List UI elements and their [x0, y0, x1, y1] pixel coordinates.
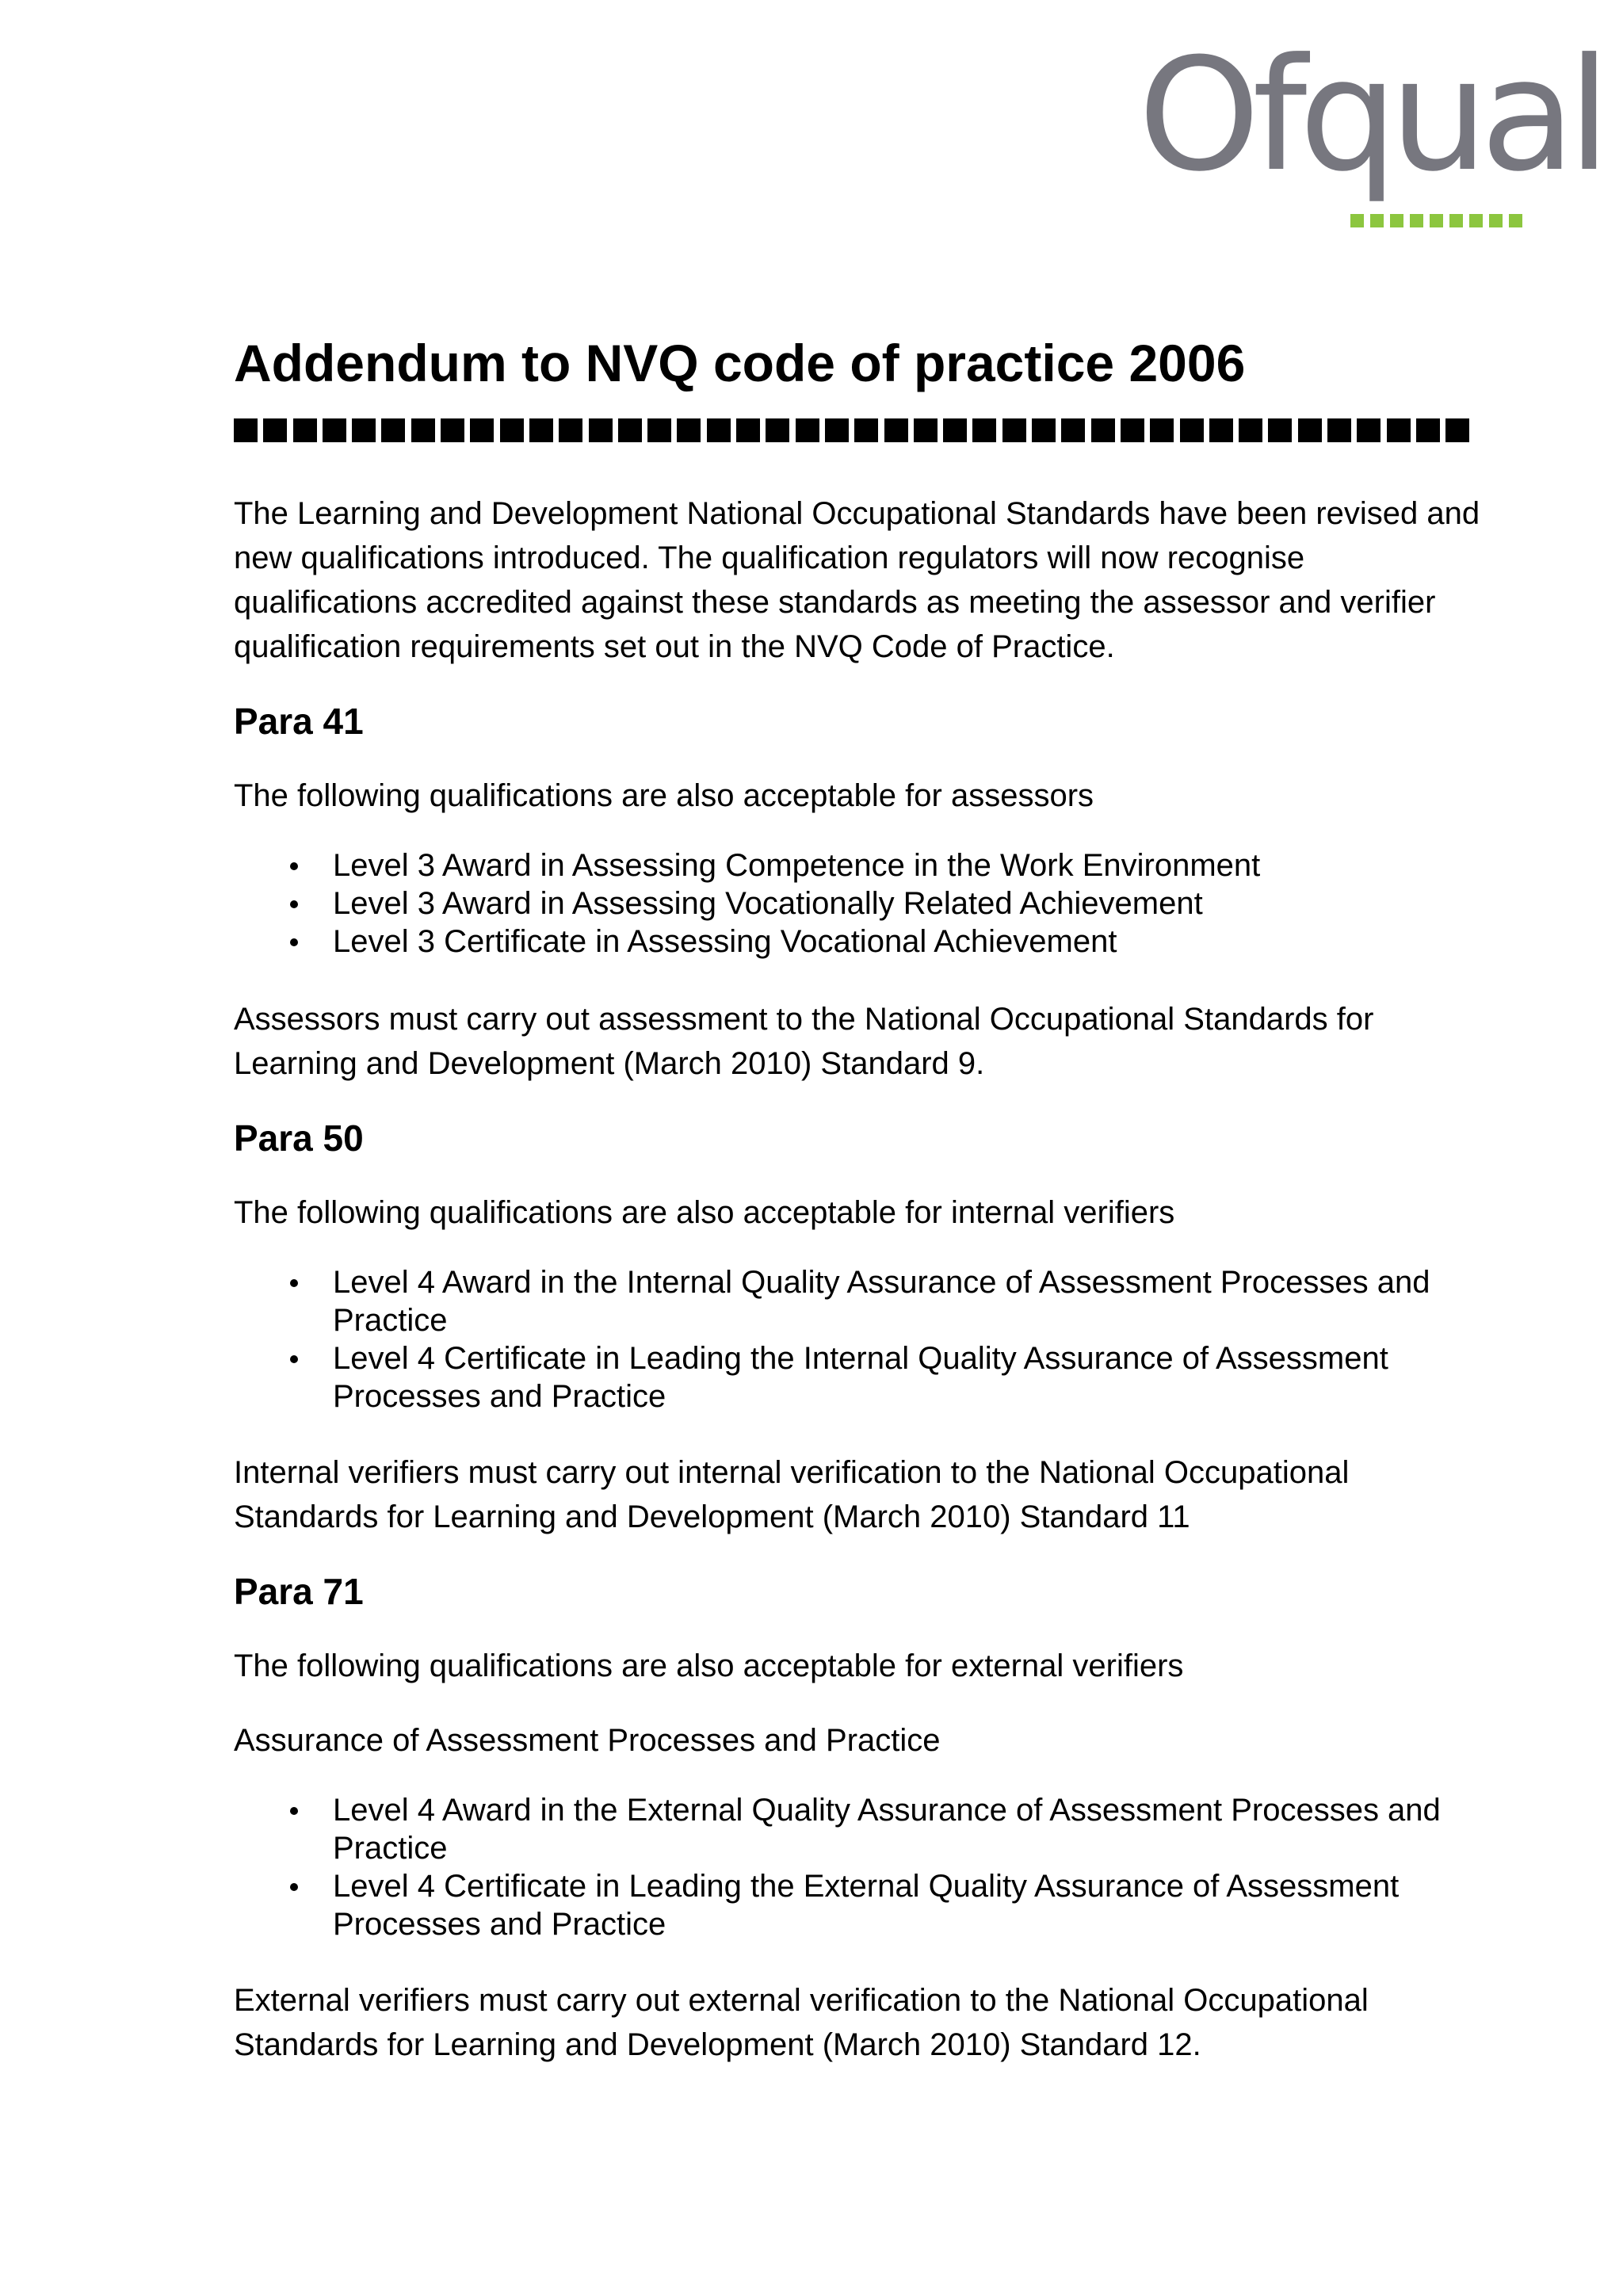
- rule-square: [1298, 418, 1322, 442]
- rule-square: [293, 418, 317, 442]
- logo-dot-row: [1350, 214, 1522, 227]
- logo-dot: [1469, 214, 1483, 227]
- logo-dot: [1350, 214, 1364, 227]
- rule-square: [1061, 418, 1085, 442]
- rule-square: [1002, 418, 1026, 442]
- rule-square: [1445, 418, 1469, 442]
- section-sublead: Assurance of Assessment Processes and Practice: [234, 1723, 941, 1758]
- rule-square: [914, 418, 938, 442]
- list-item: Level 4 Certificate in Leading the Internal Quality Assurance of Assessment Processes and Practice: [234, 1339, 1486, 1415]
- section-lead: The following qualifications are also acceptable for assessors: [234, 778, 1094, 813]
- qualification-list: [234, 846, 1486, 961]
- rule-square: [1357, 418, 1381, 442]
- section-closing: Internal verifiers must carry out internal verification to the National Occupational Standards for Learning and Development (March 2010) Standard 11: [234, 1455, 1350, 1534]
- rule-square: [943, 418, 967, 442]
- logo-dot: [1430, 214, 1443, 227]
- list-item: Level 3 Certificate in Assessing Vocational Achievement: [234, 923, 1486, 961]
- list-item: Level 4 Award in the External Quality Assurance of Assessment Processes and Practice: [234, 1791, 1486, 1867]
- rule-square: [1268, 418, 1292, 442]
- section-lead: The following qualifications are also acceptable for internal verifiers: [234, 1195, 1175, 1230]
- rule-square: [677, 418, 701, 442]
- rule-square: [1327, 418, 1351, 442]
- list-item: Level 4 Certificate in Leading the External Quality Assurance of Assessment Processes and Practice: [234, 1867, 1486, 1943]
- rule-square: [1180, 418, 1204, 442]
- title-square-rule: [234, 418, 1486, 442]
- document-body: [234, 327, 1486, 2067]
- rule-square: [529, 418, 553, 442]
- intro-paragraph: The Learning and Development National Occupational Standards have been revised and new qualifications introduced. The qualification regulators will now recognise qualifications accredited against these standards as meeting the assessor and verifier qualification requirements set out in the NVQ Code of Practice.: [234, 496, 1480, 664]
- rule-square: [381, 418, 405, 442]
- rule-square: [1209, 418, 1233, 442]
- ofqual-logo: [1138, 25, 1603, 231]
- rule-square: [1416, 418, 1440, 442]
- section-closing: External verifiers must carry out external verification to the National Occupational Standards for Learning and Development (March 2010) Standard 12.: [234, 1983, 1369, 2062]
- logo-dot: [1410, 214, 1423, 227]
- rule-square: [854, 418, 878, 442]
- list-item: Level 3 Award in Assessing Competence in the Work Environment: [234, 846, 1486, 884]
- rule-square: [618, 418, 642, 442]
- list-item: Level 3 Award in Assessing Vocationally Related Achievement: [234, 884, 1486, 923]
- rule-square: [647, 418, 671, 442]
- section-heading: Para 41: [234, 701, 364, 742]
- rule-square: [796, 418, 819, 442]
- list-item: Level 4 Award in the Internal Quality Assurance of Assessment Processes and Practice: [234, 1263, 1486, 1339]
- section-heading: Para 71: [234, 1571, 364, 1612]
- logo-dot: [1449, 214, 1463, 227]
- logo-dot: [1489, 214, 1503, 227]
- section-heading: Para 50: [234, 1117, 364, 1159]
- logo-dot: [1509, 214, 1522, 227]
- rule-square: [825, 418, 849, 442]
- rule-square: [707, 418, 731, 442]
- rule-square: [234, 418, 258, 442]
- logo-dot: [1370, 214, 1384, 227]
- section-lead: The following qualifications are also acceptable for external verifiers: [234, 1648, 1184, 1683]
- rule-square: [736, 418, 760, 442]
- rule-square: [411, 418, 435, 442]
- rule-square: [766, 418, 789, 442]
- rule-square: [972, 418, 996, 442]
- rule-square: [1239, 418, 1262, 442]
- rule-square: [884, 418, 908, 442]
- rule-square: [323, 418, 346, 442]
- rule-square: [1091, 418, 1115, 442]
- rule-square: [1387, 418, 1411, 442]
- rule-square: [1150, 418, 1174, 442]
- qualification-list: [234, 1791, 1486, 1943]
- rule-square: [352, 418, 376, 442]
- rule-square: [441, 418, 464, 442]
- rule-square: [470, 418, 494, 442]
- logo-wordmark: Ofqual: [1138, 25, 1603, 206]
- rule-square: [263, 418, 287, 442]
- rule-square: [589, 418, 613, 442]
- rule-square: [1032, 418, 1056, 442]
- rule-square: [500, 418, 524, 442]
- rule-square: [1121, 418, 1144, 442]
- section-closing: Assessors must carry out assessment to the National Occupational Standards for Learning and Development (March 2010) Standard 9.: [234, 1002, 1374, 1081]
- document-title: Addendum to NVQ code of practice 2006: [234, 334, 1246, 392]
- logo-dot: [1390, 214, 1403, 227]
- qualification-list: [234, 1263, 1486, 1415]
- rule-square: [559, 418, 582, 442]
